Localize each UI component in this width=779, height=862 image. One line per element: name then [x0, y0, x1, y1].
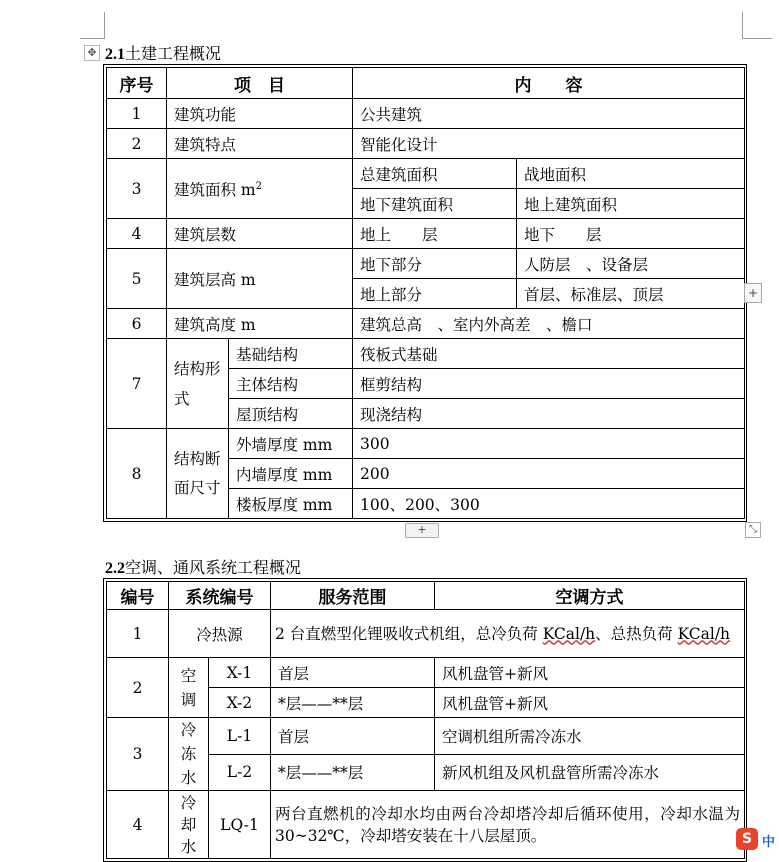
row-item: [167, 159, 353, 219]
table-row: [107, 159, 745, 189]
row-item: 建筑层高 m: [167, 249, 353, 309]
row-no: 2: [107, 129, 167, 159]
row-cell: 战地面积: [517, 159, 745, 189]
row-content: 100、200、300: [353, 489, 745, 519]
row-sub-item: 基础结构: [229, 339, 353, 369]
section-heading-2-2: [105, 555, 301, 578]
section-number: 2.1: [105, 46, 125, 63]
building-overview-table: [103, 64, 747, 522]
row-item: 建筑功能: [167, 99, 353, 129]
row-group-label: 冷冻水: [169, 718, 209, 791]
row-content: 公共建筑: [353, 99, 745, 129]
unit-text: KCal/h: [542, 624, 596, 643]
row-content: 现浇结构: [353, 399, 745, 429]
row-code: X-1: [209, 658, 271, 688]
row-code: X-2: [209, 688, 271, 718]
header-scope: 服务范围: [271, 582, 435, 610]
row-item: 建筑特点: [167, 129, 353, 159]
table-row: [107, 791, 745, 859]
row-sub-item: 屋顶结构: [229, 399, 353, 429]
add-column-button[interactable]: +: [744, 283, 762, 303]
table-row: [107, 309, 745, 339]
table-row: [107, 99, 745, 129]
row-sub-item: 主体结构: [229, 369, 353, 399]
row-content: 筏板式基础: [353, 339, 745, 369]
row-code: L-1: [209, 718, 271, 755]
row-mode: 风机盘管+新风: [435, 688, 745, 718]
row-no: 1: [107, 610, 169, 658]
crop-mark-right-h: [742, 38, 772, 39]
table-move-handle-icon[interactable]: ✥: [84, 45, 100, 61]
crop-mark-right-v: [742, 12, 743, 38]
row-cell: 地上部分: [353, 279, 517, 309]
row-content: 两台直燃机的冷却水均由两台冷却塔冷却后循环使用，冷却水温为 30~32℃，冷却塔安装在十八层屋顶。: [271, 791, 745, 859]
section-title: 空调、通风系统工程概况: [125, 558, 302, 577]
header-content: 内 容: [353, 68, 745, 99]
row-content: [271, 610, 745, 658]
sogou-logo-text: 中: [762, 835, 776, 850]
table-row: [107, 429, 745, 459]
row-cell: 首层、标准层、顶层: [517, 279, 745, 309]
unit-text: KCal/h: [677, 624, 731, 643]
row-item: 建筑层数: [167, 219, 353, 249]
row-cell: 地上建筑面积: [517, 189, 745, 219]
row-content: 300: [353, 429, 745, 459]
add-row-button[interactable]: +: [405, 523, 439, 538]
table-row: [107, 610, 745, 658]
crop-mark-left-h: [80, 38, 105, 39]
row-mode: 风机盘管+新风: [435, 658, 745, 688]
row-no: 7: [107, 339, 167, 429]
table-row: [107, 219, 745, 249]
row-cell: 地上 层: [353, 219, 517, 249]
row-no: 5: [107, 249, 167, 309]
row-no: 4: [107, 219, 167, 249]
table-resize-handle-icon[interactable]: ⤡: [745, 522, 761, 538]
row-no: 2: [107, 658, 169, 718]
row-no: 1: [107, 99, 167, 129]
row-item: 建筑高度 m: [167, 309, 353, 339]
row-group-label: 结构断面尺寸: [167, 429, 229, 519]
content-text: 2 台直燃型化锂吸收式机组，总冷负荷: [275, 624, 543, 643]
row-mode: 空调机组所需冷冻水: [435, 718, 745, 755]
row-no: 3: [107, 718, 169, 791]
table-header-row: [107, 582, 745, 610]
table-header-row: [107, 68, 745, 99]
row-scope: 首层: [271, 718, 435, 755]
row-sub-item: 外墙厚度 mm: [229, 429, 353, 459]
row-no: 6: [107, 309, 167, 339]
content-text: 、总热负荷: [595, 624, 678, 643]
row-cell: 地下 层: [517, 219, 745, 249]
crop-mark-left-v: [104, 12, 105, 38]
row-item-text: 建筑面积 m: [174, 180, 256, 199]
row-sub-item: 楼板厚度 mm: [229, 489, 353, 519]
table-row: [107, 658, 745, 688]
row-code: L-2: [209, 754, 271, 791]
table-row: [107, 129, 745, 159]
row-group-label: 冷却水: [169, 791, 209, 859]
row-code: LQ-1: [209, 791, 271, 859]
row-mode: 新风机组及风机盘管所需冷冻水: [435, 754, 745, 791]
row-content: 框剪结构: [353, 369, 745, 399]
row-scope: *层——**层: [271, 754, 435, 791]
row-group-label: 结构形式: [167, 339, 229, 429]
row-content: 智能化设计: [353, 129, 745, 159]
hvac-overview-table: [103, 578, 747, 862]
row-content: 200: [353, 459, 745, 489]
header-system-code: 系统编号: [169, 582, 271, 610]
row-group-label: 空调: [169, 658, 209, 718]
row-sub-item: 内墙厚度 mm: [229, 459, 353, 489]
header-no: 序号: [107, 68, 167, 99]
section-heading-2-1: [105, 41, 221, 64]
section-title: 土建工程概况: [125, 44, 222, 63]
row-no: 4: [107, 791, 169, 859]
row-content: 建筑总高 、室内外高差 、檐口: [353, 309, 745, 339]
row-item-superscript: 2: [255, 180, 263, 192]
table-row: [107, 249, 745, 279]
row-scope: *层——**层: [271, 688, 435, 718]
row-cell: 总建筑面积: [353, 159, 517, 189]
row-scope: 首层: [271, 658, 435, 688]
row-no: 3: [107, 159, 167, 219]
header-mode: 空调方式: [435, 582, 745, 610]
row-system: 冷热源: [169, 610, 271, 658]
sogou-logo-icon: S: [736, 828, 758, 850]
table-row: [107, 718, 745, 755]
row-cell: 地下部分: [353, 249, 517, 279]
table-row: [107, 339, 745, 369]
row-cell: 地下建筑面积: [353, 189, 517, 219]
header-no: 编号: [107, 582, 169, 610]
header-item: 项 目: [167, 68, 353, 99]
row-no: 8: [107, 429, 167, 519]
section-number: 2.2: [105, 560, 125, 577]
row-cell: 人防层 、设备层: [517, 249, 745, 279]
